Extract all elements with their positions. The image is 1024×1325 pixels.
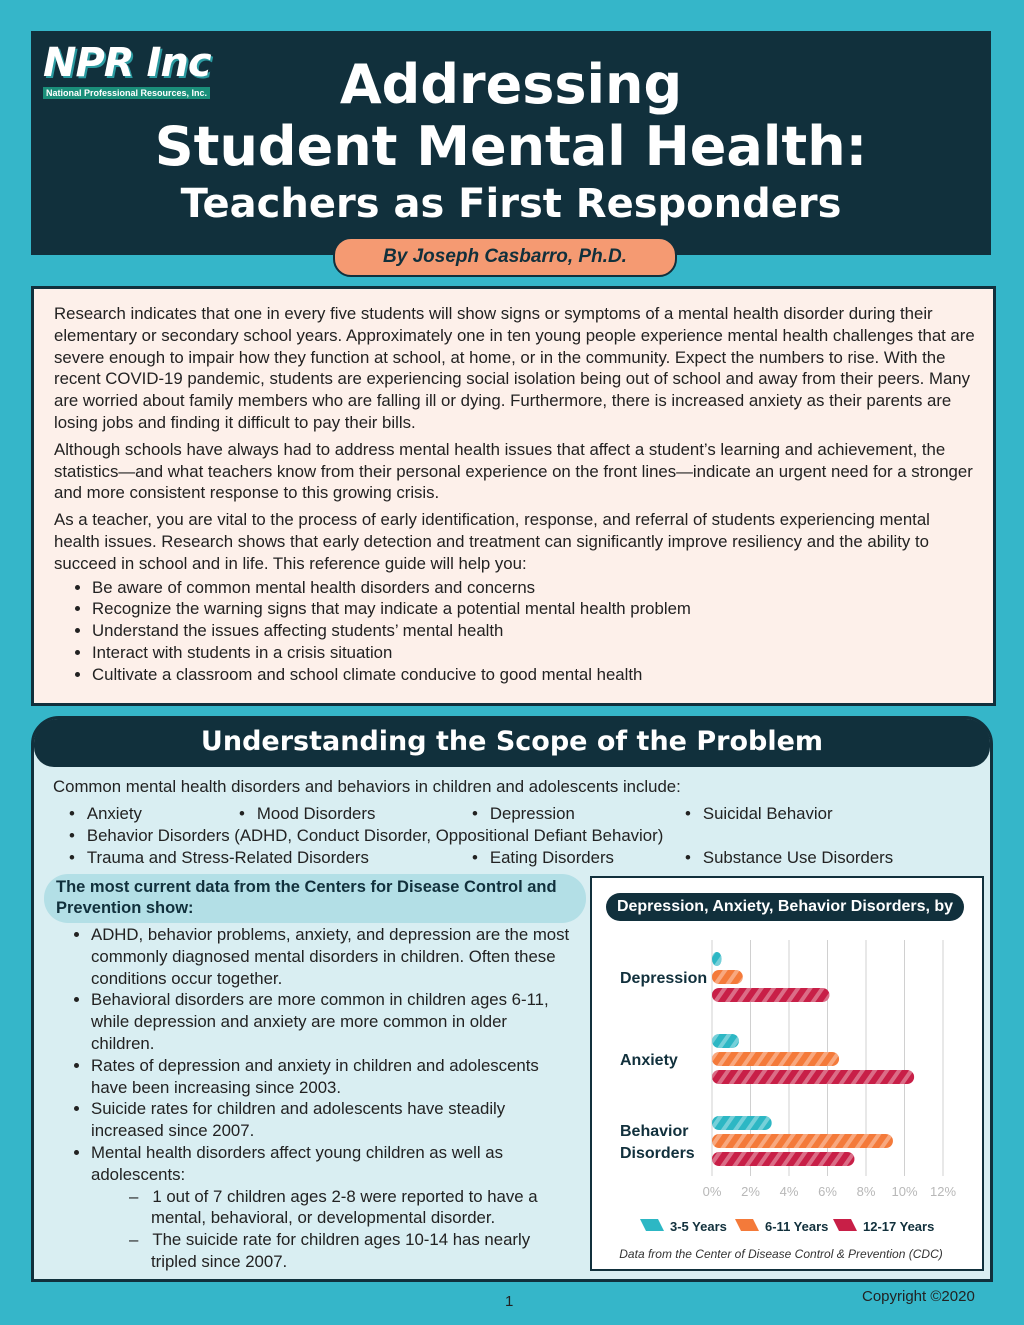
bar-stripes — [712, 1152, 854, 1166]
chart-panel — [590, 876, 984, 1271]
list-item: • Rates of depression and anxiety in children and adolescents have been increasing since 2003. — [91, 1055, 573, 1099]
list-item: • Suicide rates for children and adolescents have steadily increased since 2007. — [91, 1098, 573, 1142]
bar-stripes — [712, 988, 829, 1002]
disorder-item: • Trauma and Stress-Related Disorders — [53, 848, 369, 868]
list-item: • ADHD, behavior problems, anxiety, and depression are the most commonly diagnosed mental disorders in children. Often these conditions occur together. — [91, 924, 573, 989]
disorder-item: • Substance Use Disorders — [669, 848, 893, 868]
cdc-heading: The most current data from the Centers for Disease Control and Prevention show: — [44, 874, 586, 923]
bar-stripes — [712, 1052, 839, 1066]
intro-box — [31, 286, 996, 706]
page-number: 1 — [505, 1293, 514, 1310]
sub-list-text: The suicide rate for children ages 10-14 has nearly tripled since 2007. — [151, 1230, 531, 1271]
disorder-item: • Anxiety — [53, 804, 142, 824]
chart-source: Data from the Center of Disease Control & Prevention (CDC) — [619, 1247, 943, 1261]
list-item: • Understand the issues affecting students’ mental health — [92, 620, 978, 642]
category-label: Depression — [620, 970, 708, 987]
list-item: • Recognize the warning signs that may indicate a potential mental health problem — [92, 598, 978, 620]
disorder-item: • Suicidal Behavior — [669, 804, 833, 824]
cdc-list — [53, 924, 573, 1273]
legend-swatch — [735, 1219, 759, 1231]
x-tick-label: 4% — [779, 1184, 799, 1199]
category-label: Disorders — [620, 1145, 695, 1162]
legend-swatch — [833, 1219, 857, 1231]
intro-paragraph-2: Although schools have always had to address mental health issues that affect a student’s learning and achievement, the statistics—and what teachers know from their personal experience on the front lines—indicate an urgent need for a stronger and more consistent response to this growing crisis. — [54, 439, 973, 503]
title-line-1: Addressing — [339, 53, 683, 116]
scope-heading: Understanding the Scope of the Problem — [34, 719, 990, 767]
legend-swatch — [640, 1219, 664, 1231]
header-banner — [31, 31, 991, 255]
list-item: • Interact with students in a crisis situation — [92, 642, 978, 664]
legend-label: 3-5 Years — [670, 1219, 727, 1234]
author-byline: By Joseph Casbarro, Ph.D. — [333, 237, 677, 277]
chart-title: Depression, Anxiety, Behavior Disorders, by Age — [606, 893, 964, 921]
list-item-text: Mental health disorders affect young children as well as adolescents: — [91, 1142, 503, 1184]
x-tick-label: 2% — [741, 1184, 760, 1199]
x-tick-label: 12% — [929, 1184, 957, 1199]
list-item: • Be aware of common mental health disorders and concerns — [92, 577, 978, 599]
bar-chart — [592, 878, 982, 1269]
sub-list-item: – 1 out of 7 children ages 2-8 were reported to have a mental, behavioral, or developmental disorder. — [129, 1186, 538, 1228]
x-tick-label: 6% — [818, 1184, 837, 1199]
copyright-text: Copyright ©2020 — [862, 1288, 975, 1305]
legend-label: 6-11 Years — [765, 1219, 829, 1234]
x-tick-label: 8% — [856, 1184, 876, 1199]
scope-section — [31, 716, 993, 1282]
disorder-item: • Depression — [456, 804, 575, 824]
bar-stripes — [712, 1116, 772, 1130]
sub-list — [91, 1186, 573, 1273]
disorder-item: • Behavior Disorders (ADHD, Conduct Disorder, Oppositional Defiant Behavior) — [53, 826, 663, 846]
category-label: Behavior — [620, 1123, 689, 1140]
bar-stripes — [712, 952, 722, 966]
x-tick-label: 10% — [891, 1184, 918, 1199]
intro-bullet-list — [54, 577, 978, 686]
legend-label: 12-17 Years — [863, 1219, 935, 1234]
bar-stripes — [712, 970, 743, 984]
intro-paragraph-3: As a teacher, you are vital to the process of early identification, response, and referral of students experiencing mental health issues. Research shows that early detection and treatment can significantly improve resiliency and the ability to succeed in school and in life. This reference guide will help you: — [54, 510, 930, 573]
sub-list-item: – The suicide rate for children ages 10-14 has nearly tripled since 2007. — [129, 1230, 531, 1271]
list-item: • Behavioral disorders are more common in children ages 6-11, while depression and anxiety are more common in older children. — [91, 989, 573, 1054]
list-item — [91, 1142, 573, 1273]
scope-intro-text: Common mental health disorders and behaviors in children and adolescents include: — [53, 777, 681, 796]
disorder-item: • Eating Disorders — [456, 848, 614, 868]
logo-main-text: NPR Inc — [43, 40, 211, 86]
list-item: • Cultivate a classroom and school climate conducive to good mental health — [92, 664, 978, 686]
category-label: Anxiety — [620, 1052, 678, 1069]
logo-sub-text: National Professional Resources, Inc. — [43, 87, 210, 99]
bar-stripes — [712, 1070, 914, 1084]
disorder-item: • Mood Disorders — [223, 804, 375, 824]
sub-list-text: 1 out of 7 children ages 2-8 were reported to have a mental, behavioral, or developmental disorder. — [151, 1186, 538, 1228]
bar-stripes — [712, 1034, 739, 1048]
x-tick-label: 0% — [702, 1184, 722, 1199]
intro-paragraph-1: Research indicates that one in every five students will show signs or symptoms of a mental health disorder during their elementary or secondary school years. Approximately one in ten young people experience mental health challenges that are severe enough to impair how they function at school, at home, or in the community. Expect the numbers to rise. With the recent COVID-19 pandemic, students are experiencing social isolation being out of school and away from their peers. Many are worried about family members who are falling ill or dying. Furthermore, there is increased anxiety as their parents are losing jobs and finding it difficult to pay their bills. — [54, 304, 975, 432]
bar-stripes — [712, 1134, 893, 1148]
title-line-3: Teachers as First Responders — [180, 181, 842, 227]
title-line-2: Student Mental Health: — [154, 115, 868, 178]
